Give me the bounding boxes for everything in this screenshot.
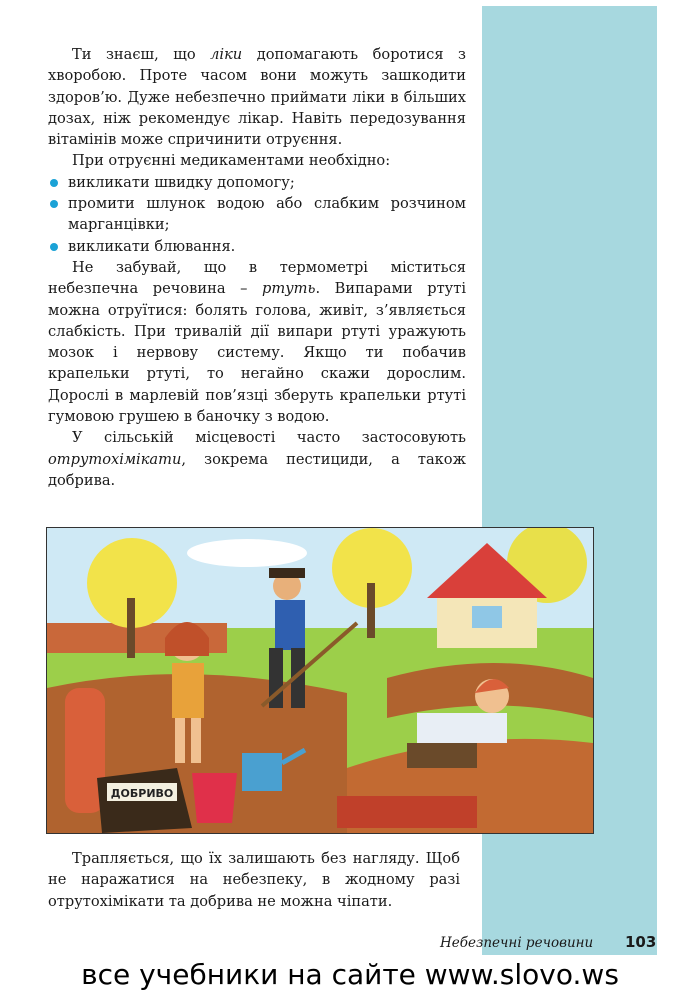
- closing-text: [48, 848, 460, 912]
- main-text: [48, 44, 466, 491]
- paragraph-warning: Трапляється, що їх залишають без нагляду. Щоб не наражатися на небезпеку, в жодному разі отрутохімікати та добрива не можна чіпати.: [48, 850, 460, 910]
- garden-illustration: [46, 527, 594, 834]
- bullet-icon: [50, 179, 58, 187]
- bullet-icon: [50, 243, 58, 251]
- paragraph-poisoning-intro: При отруєнні медикаментами необхідно:: [72, 152, 391, 170]
- list-item: викликати швидку допомогу;: [48, 172, 466, 193]
- paragraph-pesticides: У сільській місцевості часто застосовують отрутохімікати, зокрема пестициди, а також добрива.: [48, 429, 466, 489]
- term-medicines: ліки: [210, 46, 243, 63]
- site-watermark: все учебники на сайте www.slovo.ws: [0, 955, 700, 994]
- bag-label: ДОБРИВО: [110, 787, 174, 800]
- garden-scene-image: [47, 528, 593, 833]
- footer-section-title: Небезпечні речовини: [440, 935, 594, 951]
- term-pesticides: отрутохімікати: [48, 450, 182, 468]
- bullet-list: [48, 172, 466, 257]
- bullet-icon: [50, 200, 58, 208]
- paragraph-mercury: Не забувай, що в термометрі міститься небезпечна речовина – ртуть. Випарами ртуті можна отруїтися: болять голова, живіт, з’являється слабкість. При тривалій дії випари ртуті уражують мозок і нервову систему. Якщо ти побачив крапельки ртуті, то негайно скажи дорослим. Дорослі в марлевій пов’язці зберуть крапельки ртуті гумовою грушею в баночку з водою.: [48, 258, 466, 426]
- page-number: 103: [625, 933, 657, 951]
- paragraph-medicines: Ти знаєш, що ліки допомагають боротися з хворобою. Проте часом вони можуть зашкодити здоров’ю. Дуже небезпечно приймати ліки в більших дозах, ніж рекомендує лікар. Навіть передозування вітамінів може спричинити отруєння.: [48, 46, 466, 149]
- list-item: викликати блювання.: [48, 236, 466, 257]
- term-mercury: ртуть: [262, 280, 316, 298]
- list-item: промити шлунок водою або слабким розчином марганцівки;: [48, 193, 466, 236]
